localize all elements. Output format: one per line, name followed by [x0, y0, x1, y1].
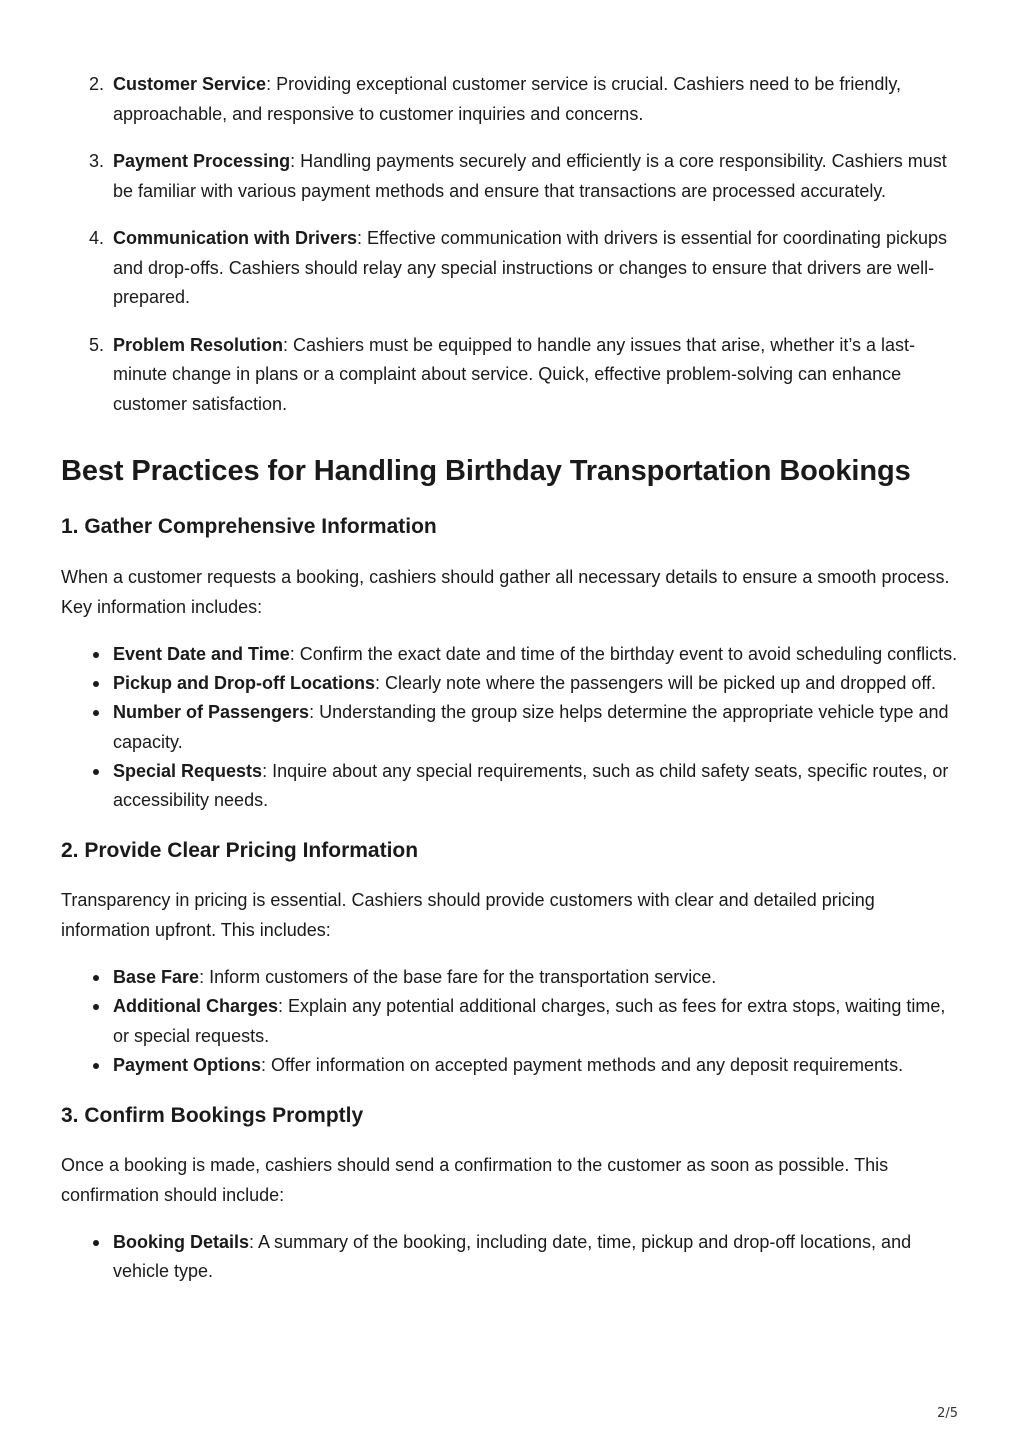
list-item: [61, 70, 966, 129]
item-text: : Effective communication with drivers is essential for coordinating pickups and drop-offs. Cashiers should relay any special instructions or changes to ensure that drivers are well-prepared.: [113, 228, 947, 307]
item-text: : Confirm the exact date and time of the birthday event to avoid scheduling conflicts.: [289, 644, 958, 664]
item-text: : Inform customers of the base fare for the transportation service.: [199, 967, 717, 988]
numbered-list: [61, 70, 966, 419]
item-term: Customer Service: [113, 74, 267, 94]
section-heading: 3. Confirm Bookings Promptly: [61, 1104, 364, 1128]
list-item: [61, 757, 966, 815]
item-term: Payment Processing: [113, 151, 291, 171]
bullet-list: [61, 640, 966, 815]
list-item: [61, 1051, 966, 1080]
list-item: [61, 1228, 966, 1286]
item-text: : Offer information on accepted payment methods and any deposit requirements.: [261, 1054, 904, 1075]
item-term: Pickup and Drop-off Locations: [113, 673, 376, 694]
section-heading: 2. Provide Clear Pricing Information: [61, 839, 419, 863]
item-term: Special Requests: [113, 760, 263, 781]
list-item: [61, 992, 966, 1050]
list-item: [61, 669, 966, 698]
bullet-icon: [93, 1063, 99, 1069]
bullet-list: [61, 963, 966, 1080]
item-text: : Clearly note where the passengers will be picked up and dropped off.: [375, 673, 937, 694]
item-term: Base Fare: [113, 967, 200, 988]
item-term: Payment Options: [113, 1054, 262, 1075]
item-text: : Explain any potential additional charges, such as fees for extra stops, waiting time, or special requests.: [113, 996, 946, 1046]
list-number: 3.: [89, 151, 105, 171]
section-intro: When a customer requests a booking, cashiers should gather all necessary details to ensure a smooth process. Key information includes:: [61, 567, 950, 617]
bullet-icon: [93, 710, 99, 716]
list-item: [61, 640, 966, 669]
item-text: : Cashiers must be equipped to handle any issues that arise, whether it’s a last-minute change in plans or a complaint about service. Quick, effective problem-solving can enhance customer satisfaction.: [113, 334, 916, 414]
item-term: Additional Charges: [113, 996, 279, 1017]
item-text: : A summary of the booking, including date, time, pickup and drop-off locations, and vehicle type.: [113, 1232, 912, 1282]
page-number: 2/5: [937, 1406, 958, 1421]
bullet-icon: [93, 652, 99, 658]
item-term: Booking Details: [113, 1232, 250, 1253]
list-item: [61, 147, 966, 206]
document-page: [61, 70, 966, 1286]
section-intro: Once a booking is made, cashiers should send a confirmation to the customer as soon as possible. This confirmation should include:: [61, 1155, 889, 1205]
item-term: Problem Resolution: [113, 334, 284, 355]
bullet-icon: [93, 1004, 99, 1010]
item-text: : Handling payments securely and efficiently is a core responsibility. Cashiers must be familiar with various payment methods and ensure that transactions are processed accurately.: [113, 151, 947, 201]
list-item: [61, 224, 966, 313]
bullet-icon: [93, 975, 99, 981]
bullet-list: [61, 1228, 966, 1286]
list-item: [61, 698, 966, 756]
section-intro: Transparency in pricing is essential. Cashiers should provide customers with clear and detailed pricing information upfront. This includes:: [61, 890, 875, 940]
item-term: Communication with Drivers: [113, 228, 358, 248]
item-text: : Providing exceptional customer service is crucial. Cashiers need to be friendly, approachable, and responsive to customer inquiries and concerns.: [113, 74, 902, 124]
section-heading: 1. Gather Comprehensive Information: [61, 515, 437, 538]
list-number: 5.: [89, 334, 105, 355]
list-item: [61, 963, 966, 992]
item-term: Number of Passengers: [113, 702, 310, 723]
list-number: 2.: [89, 74, 105, 94]
list-item: [61, 331, 966, 420]
bullet-icon: [93, 769, 99, 775]
bullet-icon: [93, 681, 99, 687]
list-number: 4.: [89, 228, 105, 248]
item-text: : Understanding the group size helps determine the appropriate vehicle type and capacity.: [113, 702, 949, 752]
item-text: : Inquire about any special requirements, such as child safety seats, specific routes, or accessibility needs.: [113, 760, 949, 811]
main-heading: Best Practices for Handling Birthday Transportation Bookings: [61, 455, 911, 487]
bullet-icon: [93, 1240, 99, 1246]
item-term: Event Date and Time: [113, 644, 290, 664]
